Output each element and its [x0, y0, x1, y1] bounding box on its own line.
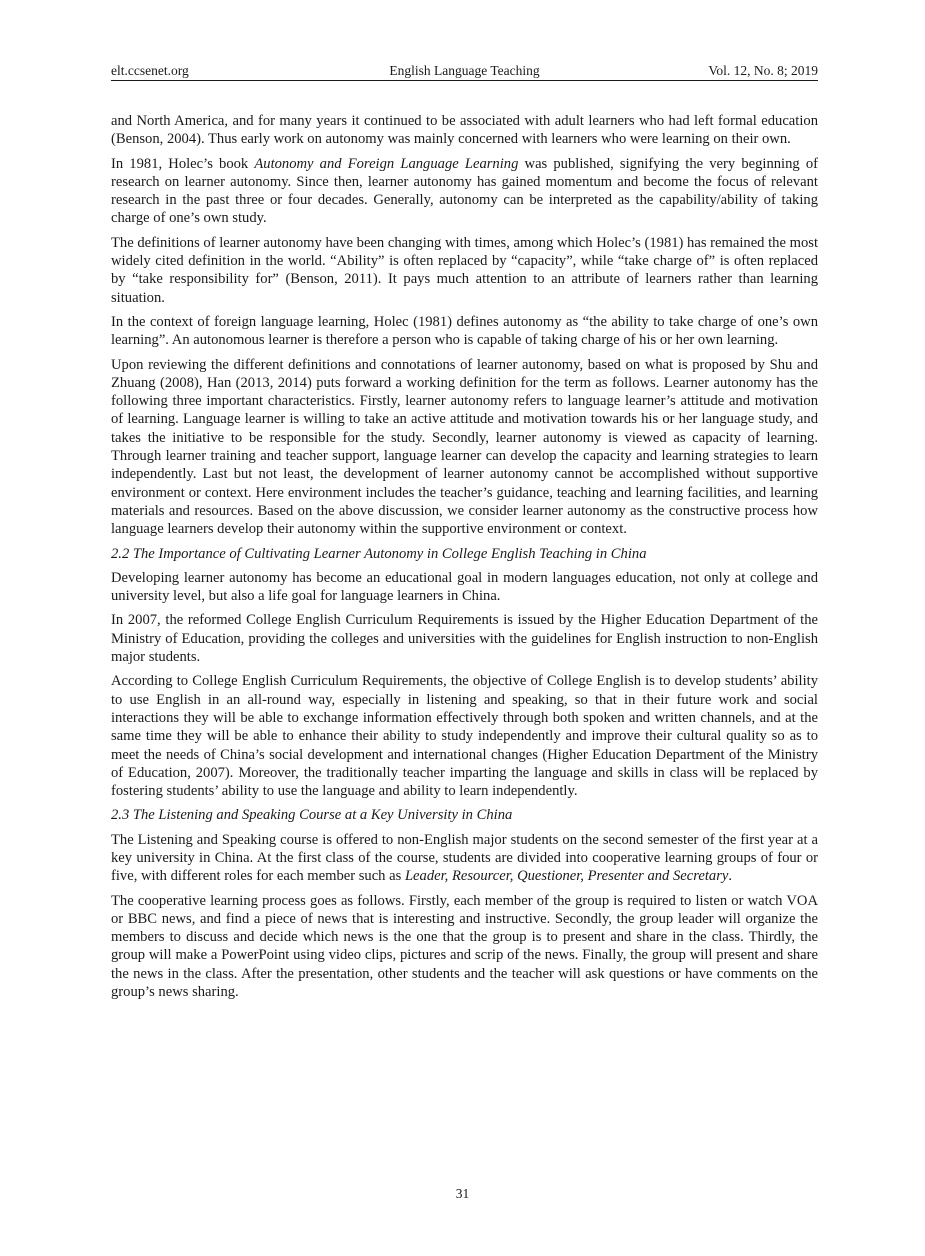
paragraph: In the context of foreign language learning, Holec (1981) defines autonomy as “the ability to take charge of one’s own learning”. An autonomous learner is therefore a person who is capable of taking charge of his or her own learning.: [111, 313, 818, 349]
article-body: [111, 112, 818, 1007]
paragraph: According to College English Curriculum Requirements, the objective of College English is to develop students’ ability to use English in an all-round way, especially in listening and speaking, so that in their future work and social interactions they will be able to exchange information effectively through both spoken and written channels, and at the same time they will be able to enhance their ability to study independently and improve their cultural quality so as to meet the needs of China’s social development and international changes (Higher Education Department of the Ministry of Education, 2007). Moreover, the traditionally teacher imparting the language and skills in class will be replaced by fostering students’ ability to use the language and ability to learn independently.: [111, 673, 818, 800]
page-number: 31: [455, 1186, 470, 1201]
journal-title: English Language Teaching: [389, 63, 540, 78]
text-run: .: [728, 868, 733, 885]
paragraph: The definitions of learner autonomy have been changing with times, among which Holec’s (1981) has remained the most widely cited definition in the world. “Ability” is often replaced by “capacity”, while “take charge of” is often replaced by “take responsibility for” (Benson, 2011). It pays much attention to an attribute of learners rather than learning situation.: [111, 234, 818, 306]
roles-list: Leader, Resourcer, Questioner, Presenter and Secretary: [404, 868, 729, 885]
volume-info: Vol. 12, No. 8; 2019: [708, 63, 818, 78]
text-run: In 1981, Holec’s book: [111, 155, 255, 172]
text-run: was published, signifying the very beginning of research on learner autonomy. Since then, learner autonomy has gained momentum and become the focus of relevant research in the past three or four decades. Generally, autonomy can be interpreted as the capability/ability of taking charge of one’s own study.: [111, 155, 818, 227]
paragraph: Upon reviewing the different definitions and connotations of learner autonomy, based on what is proposed by Shu and Zhuang (2008), Han (2013, 2014) puts forward a working definition for the term as follows. Learner autonomy has the following three important characteristics. Firstly, learner autonomy refers to language learner’s attitude and motivation of learning. Language learner is willing to take an active attitude and motivation towards his or her language study, and takes the initiative to be responsible for the study. Secondly, learner autonomy is viewed as capacity of learning. Through learner training and teacher support, language learner can develop the capacity and learning strategies to learn independently. Last but not least, the development of learner autonomy cannot be accomplished without supportive environment or context. Here environment includes the teacher’s guidance, teaching and learning facilities, and learning materials and resources. Based on the above discussion, we consider learner autonomy as the constructive process how language learners develop their autonomy within the supportive environment or context.: [111, 356, 818, 538]
section-heading-2-3: 2.3 The Listening and Speaking Course at a Key University in China: [111, 807, 513, 824]
paragraph: In 2007, the reformed College English Curriculum Requirements is issued by the Higher Education Department of the Ministry of Education, providing the colleges and universities with the guidelines for English instruction to non-English major students.: [111, 612, 818, 666]
paragraph: [111, 831, 818, 886]
paragraph: Developing learner autonomy has become an educational goal in modern languages education, not only at college and university level, but also a life goal for language learners in China.: [111, 569, 818, 605]
section-heading-2-2: 2.2 The Importance of Cultivating Learner Autonomy in College English Teaching in China: [111, 545, 647, 562]
paragraph: The cooperative learning process goes as follows. Firstly, each member of the group is required to listen or watch VOA or BBC news, and find a piece of news that is interesting and instructive. Secondly, the group leader will organize the members to discuss and decide which news is the one that the group is to present and share in the class. Thirdly, the group will make a PowerPoint using video clips, pictures and scrip of the news. Finally, the group will present and share the news in the class. After the presentation, other students and the teacher will ask questions or have comments on the group’s news sharing.: [111, 892, 818, 1001]
book-title: Autonomy and Foreign Language Learning: [254, 155, 519, 172]
paragraph: and North America, and for many years it continued to be associated with adult learners who had left formal education (Benson, 2004). Thus early work on autonomy was mainly concerned with learners who were learning on their own.: [111, 113, 818, 148]
running-header: [111, 62, 818, 81]
text-run: The Listening and Speaking course is offered to non-English major students on the second semester of the first year at a key university in China. At the first class of the course, students are divided into cooperative learning groups of four or five, with different roles for each member such as: [111, 831, 818, 885]
paragraph: [111, 155, 818, 228]
journal-url: elt.ccsenet.org: [111, 63, 189, 78]
